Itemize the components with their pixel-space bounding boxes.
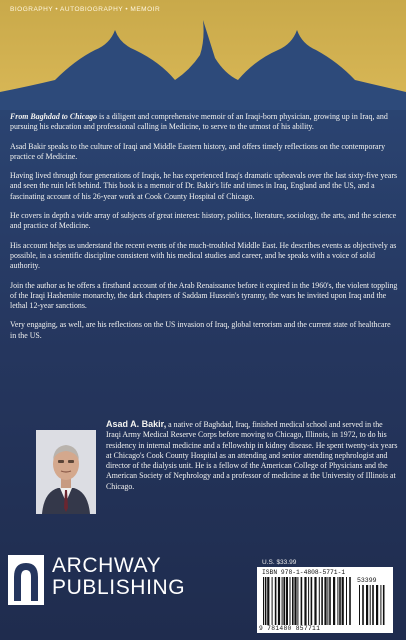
publisher-line-1: ARCHWAY <box>52 554 162 577</box>
paragraph-5: His account helps us understand the recent events of the much-troubled Middle East. He describes events as objectively as possible, in a scientific discipline consistent with his medical studies and career, and he speaks with a voice of solid authority. <box>10 240 397 271</box>
category-label: BIOGRAPHY • AUTOBIOGRAPHY • MEMOIR <box>10 6 161 13</box>
publisher-line-2: PUBLISHING <box>52 576 186 599</box>
isbn-barcode-box <box>257 567 393 633</box>
paragraph-6: Join the author as he offers a firsthand account of the Arab Renaissance before it expired in the 1960's, the violent toppling of the Iraqi Hashemite monarchy, the dark chapters of Saddam Hussein's tyranny, the wars he invited upon Iraq and the lethal 12-year sanctions. <box>10 280 398 311</box>
book-title-italic: From Baghdad to Chicago <box>10 112 98 121</box>
barcode-digits: 9 781480 857711 <box>259 625 321 632</box>
addon-barcode <box>358 585 388 625</box>
author-photo <box>36 430 96 514</box>
author-name: Asad A. Bakir, <box>106 419 167 429</box>
price-code: 53399 <box>357 577 377 584</box>
description-text <box>10 112 398 350</box>
publisher-name <box>52 555 252 599</box>
main-barcode <box>262 577 354 625</box>
author-bio <box>106 419 398 492</box>
paragraph-7: Very engaging, as well, are his reflections on the US invasion of Iraq, global terrorism and the current state of healthcare in the US. <box>10 320 391 340</box>
price-label: U.S. $33.99 <box>262 559 297 566</box>
mosque-skyline-silhouette <box>0 0 406 110</box>
archway-publishing-logo-icon <box>8 555 44 605</box>
paragraph-4: He covers in depth a wide array of subjects of great interest: history, politics, literature, sociology, the arts, and the science and practice of Medicine. <box>10 211 397 231</box>
paragraph-3: Having lived through four generations of Iraqis, he has experienced Iraq's dramatic upheavals over the last sixty-five years and seen the ruin left behind. This book is a memoir of Dr. Bakir's life and times in Iraq, England and the US, and a fascinating account of his 26-year work at Cook County Hospital of Chicago. <box>10 171 398 201</box>
paragraph-2: Asad Bakir speaks to the culture of Iraqi and Middle Eastern history, and offers timely reflections on the contemporary practice of Medicine. <box>10 141 386 161</box>
intro-paragraph <box>10 112 398 133</box>
isbn-text: ISBN 978-1-4808-5771-1 <box>262 569 346 576</box>
author-bio-text: a native of Baghdad, Iraq, finished medical school and served in the Iraqi Army Medical Reserve Corps before moving to Chicago, Illinois, in 1972, to do his residency in internal medicine and a fellowship in kidney disease. He spent twenty-six years at Chicago's Cook County Hospital as an attending and senior attending nephrologist and director of the dialysis unit. He is a fellow of the American College of Physicians and the American Society of Nephrology and a professor of medicine at the University of Illinois at Chicago. <box>106 420 398 491</box>
intro-rest: is a diligent and comprehensive memoir of an Iraqi-born physician, growing up in Iraq, and pursuing his education and professional calling in Medicine, to serve to the utmost of his ability. <box>10 112 388 132</box>
